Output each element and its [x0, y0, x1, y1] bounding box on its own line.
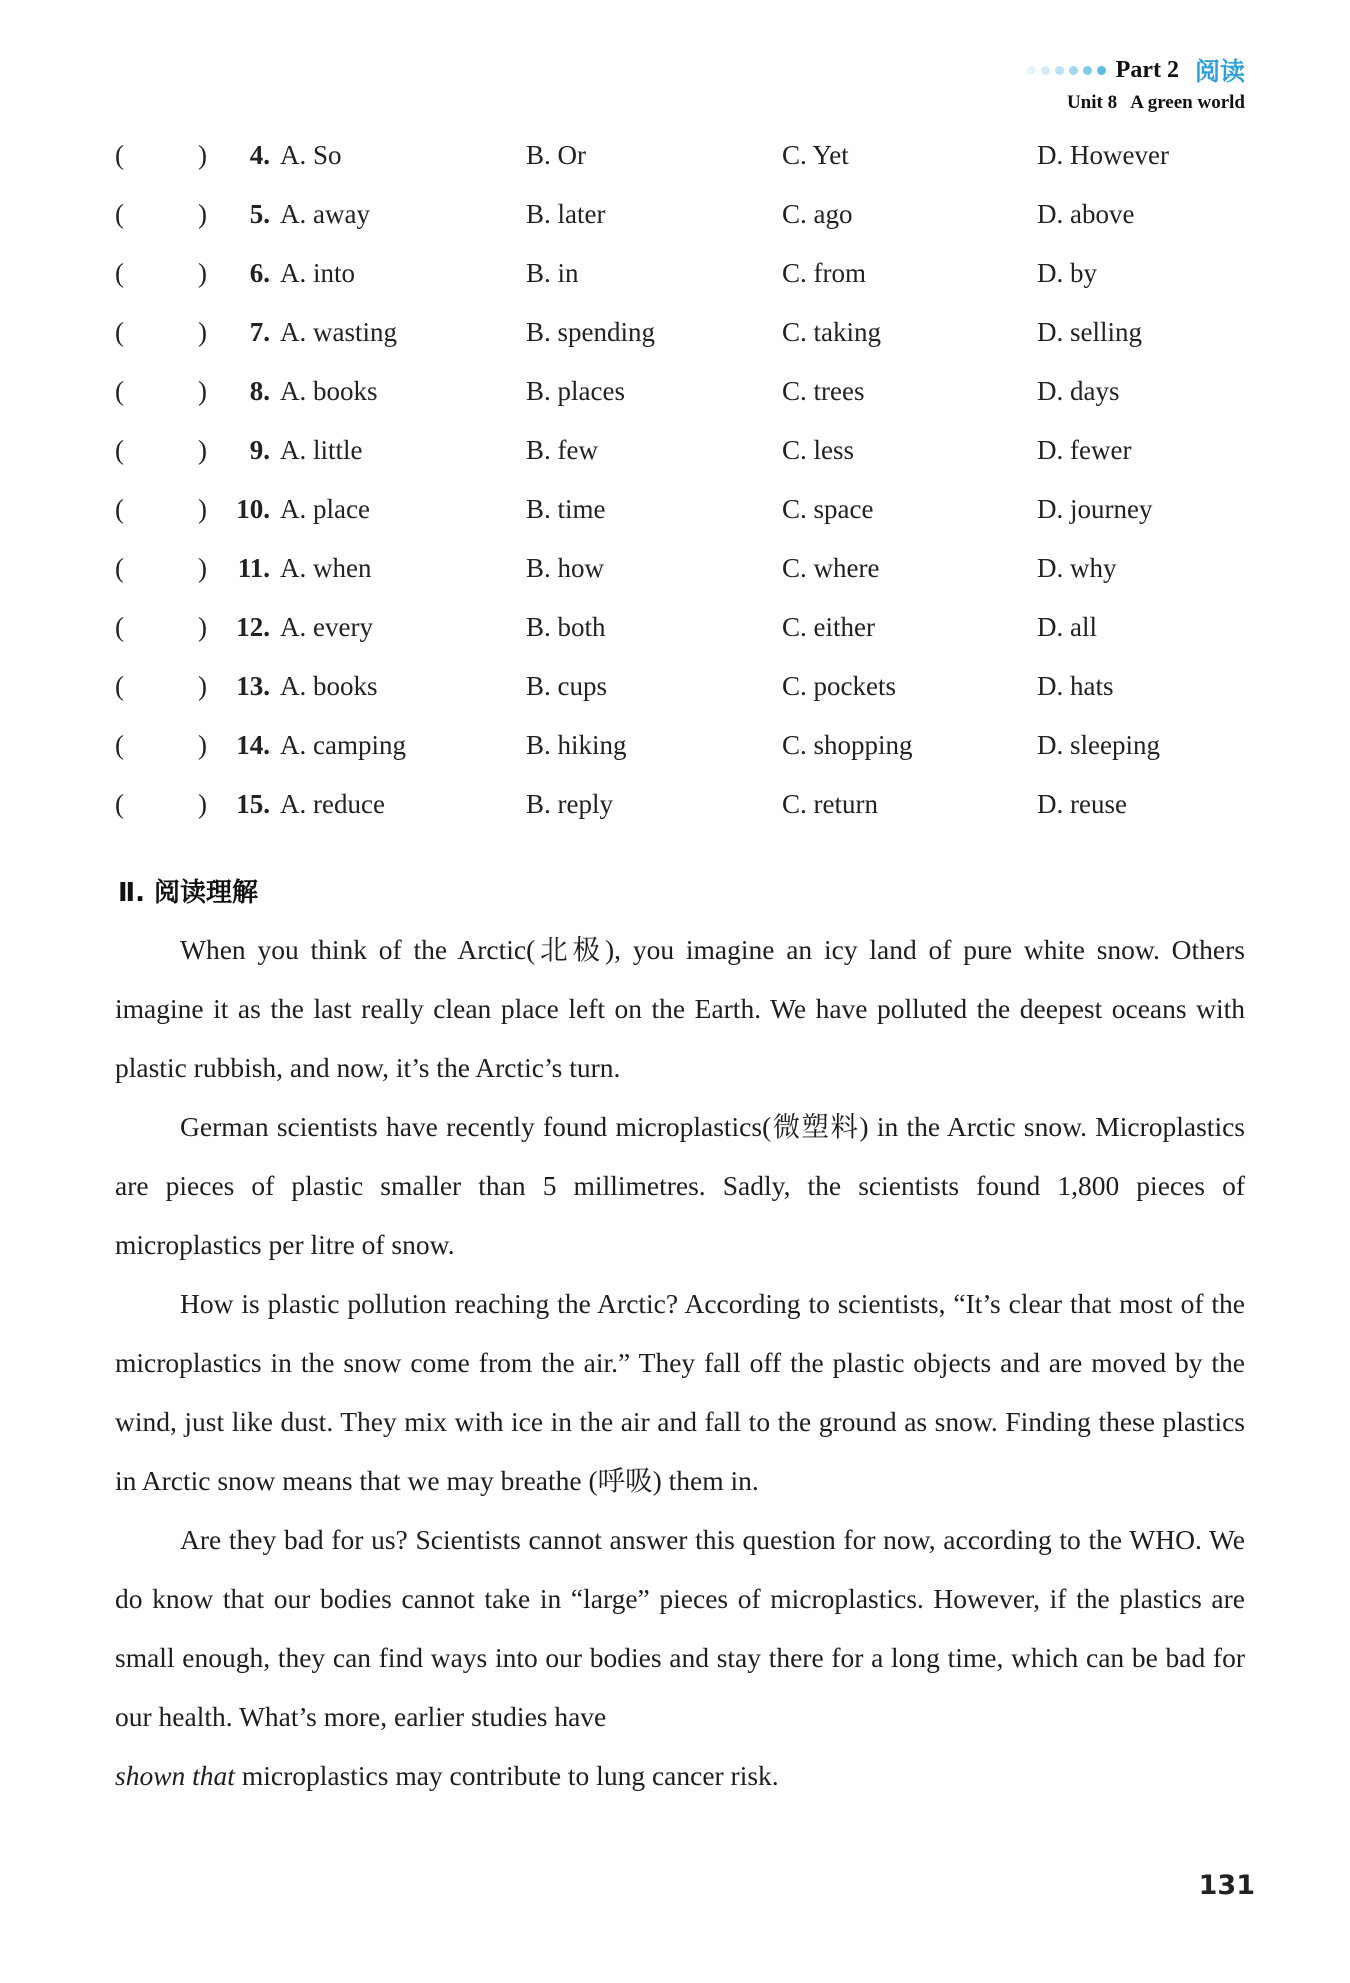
answer-blank-close: ) — [198, 199, 207, 229]
answer-blank-open: ( — [115, 435, 124, 465]
answer-blank-close: ) — [198, 140, 207, 170]
answer-blank-open: ( — [115, 317, 124, 347]
answer-blank-close: ) — [198, 730, 207, 760]
option-c: C. space — [782, 494, 874, 524]
option-c: C. where — [782, 553, 880, 583]
answer-blank-close: ) — [198, 435, 207, 465]
option-b: B. in — [526, 258, 579, 288]
option-c: C. return — [782, 789, 878, 819]
answer-blank-close: ) — [198, 258, 207, 288]
answer-blank-close: ) — [198, 612, 207, 642]
passage-paragraph-2: German scientists have recently found microplastics(微塑料) in the Arctic snow. Microplastics are pieces of plastic smaller than 5 millimetres. Sadly, the scientists found 1,800 pieces of microplastics per litre of snow. — [115, 1111, 1245, 1260]
option-b: B. how — [526, 553, 605, 583]
passage-paragraph-3: How is plastic pollution reaching the Arctic? According to scientists, “It’s clear that most of the microplastics in the snow come from the air.” They fall off the plastic objects and are moved by the wind, just like dust. They mix with ice in the air and fall to the ground as snow. Finding these plastics in Arctic snow means that we may breathe (呼吸) them in. — [115, 1288, 1245, 1496]
option-a: A. place — [280, 494, 370, 524]
passage-paragraph-4-text: Are they bad for us? Scientists cannot answer this question for now, according to the WHO. We do know that our bodies cannot take in “large” pieces of microplastics. However, if the plastics are small enough, they can find ways into our bodies and stay there for a long time, which can be bad for our health. What’s more, earlier studies have — [115, 1524, 1245, 1732]
answer-blank-open: ( — [115, 730, 124, 760]
option-b: B. later — [526, 199, 606, 229]
option-d: D. sleeping — [1037, 730, 1160, 760]
passage-last-line — [115, 1746, 1245, 1805]
question-number: 7. — [249, 317, 270, 347]
option-b: B. reply — [526, 789, 613, 819]
answer-blank-close: ) — [198, 376, 207, 406]
answer-blank-close: ) — [198, 494, 207, 524]
question-number: 14. — [236, 730, 270, 760]
option-d: D. days — [1037, 376, 1120, 406]
option-c: C. less — [782, 435, 855, 465]
option-d: D. by — [1037, 258, 1097, 288]
option-a: A. into — [280, 258, 356, 288]
passage-paragraph-4 — [115, 1510, 1245, 1746]
reading-passage — [115, 920, 1245, 1805]
option-b: B. Or — [526, 140, 586, 170]
answer-blank-open: ( — [115, 671, 124, 701]
page-number: 131 — [1198, 1870, 1255, 1901]
option-b: B. spending — [526, 317, 656, 347]
question-row — [112, 435, 1252, 494]
option-a: A. little — [280, 435, 363, 465]
question-row — [112, 730, 1252, 789]
question-number: 8. — [249, 376, 270, 406]
option-b: B. places — [526, 376, 625, 406]
option-d: D. reuse — [1037, 789, 1127, 819]
last-line-rest: microplastics may contribute to lung cancer risk. — [234, 1760, 779, 1791]
option-b: B. few — [526, 435, 598, 465]
part-chinese-label: 阅读 — [1194, 57, 1245, 86]
dot-6 — [1097, 66, 1106, 75]
question-row — [112, 140, 1252, 199]
question-row — [112, 789, 1252, 848]
unit-label: Unit 8 — [1066, 92, 1118, 113]
part-label: Part 2 — [1115, 56, 1179, 83]
option-a: A. books — [280, 376, 378, 406]
question-row — [112, 612, 1252, 671]
option-a: A. every — [280, 612, 373, 642]
dot-5 — [1083, 66, 1092, 75]
dot-4 — [1069, 66, 1078, 75]
question-row — [112, 258, 1252, 317]
question-row — [112, 494, 1252, 553]
option-a: A. camping — [280, 730, 406, 760]
question-number: 9. — [249, 435, 270, 465]
answer-blank-open: ( — [115, 258, 124, 288]
answer-blank-close: ) — [198, 671, 207, 701]
option-c: C. ago — [782, 199, 853, 229]
answer-blank-open: ( — [115, 199, 124, 229]
option-d: D. selling — [1037, 317, 1142, 347]
option-c: C. Yet — [782, 140, 849, 170]
answer-blank-open: ( — [115, 494, 124, 524]
italic-fragment: shown that — [115, 1760, 235, 1791]
section-title: Ⅱ. 阅读理解 — [118, 878, 259, 908]
option-c: C. pockets — [782, 671, 896, 701]
answer-blank-open: ( — [115, 553, 124, 583]
answer-blank-open: ( — [115, 789, 124, 819]
option-a: A. away — [280, 199, 370, 229]
dot-3 — [1055, 66, 1064, 75]
question-list — [112, 140, 1252, 848]
option-c: C. taking — [782, 317, 881, 347]
option-d: D. journey — [1037, 494, 1153, 524]
answer-blank-close: ) — [198, 317, 207, 347]
running-header — [1027, 52, 1245, 88]
question-row — [112, 199, 1252, 258]
question-number: 5. — [249, 199, 270, 229]
option-b: B. both — [526, 612, 606, 642]
question-number: 10. — [236, 494, 270, 524]
answer-blank-close: ) — [198, 553, 207, 583]
option-c: C. from — [782, 258, 866, 288]
option-d: D. However — [1037, 140, 1169, 170]
question-number: 12. — [236, 612, 270, 642]
option-d: D. hats — [1037, 671, 1114, 701]
option-c: C. either — [782, 612, 875, 642]
decorative-dots — [1027, 66, 1106, 75]
option-d: D. fewer — [1037, 435, 1132, 465]
option-c: C. shopping — [782, 730, 913, 760]
question-row — [112, 317, 1252, 376]
question-row — [112, 553, 1252, 612]
option-a: A. reduce — [280, 789, 385, 819]
option-b: B. hiking — [526, 730, 627, 760]
option-a: A. wasting — [280, 317, 397, 347]
answer-blank-close: ) — [198, 789, 207, 819]
question-number: 4. — [249, 140, 270, 170]
unit-title: A green world — [1130, 92, 1245, 113]
option-b: B. time — [526, 494, 606, 524]
option-a: A. So — [280, 140, 342, 170]
option-a: A. when — [280, 553, 372, 583]
question-number: 6. — [249, 258, 270, 288]
question-number: 15. — [236, 789, 270, 819]
question-number: 11. — [237, 553, 270, 583]
answer-blank-open: ( — [115, 376, 124, 406]
option-b: B. cups — [526, 671, 607, 701]
option-c: C. trees — [782, 376, 865, 406]
dot-1 — [1027, 66, 1036, 75]
option-a: A. books — [280, 671, 378, 701]
unit-header — [1067, 92, 1245, 114]
option-d: D. all — [1037, 612, 1097, 642]
dot-2 — [1041, 66, 1050, 75]
passage-paragraph-1: When you think of the Arctic(北极), you imagine an icy land of pure white snow. Others imagine it as the last really clean place left on the Earth. We have polluted the deepest oceans with plastic rubbish, and now, it’s the Arctic’s turn. — [115, 934, 1245, 1083]
answer-blank-open: ( — [115, 612, 124, 642]
question-number: 13. — [236, 671, 270, 701]
option-d: D. why — [1037, 553, 1117, 583]
answer-blank-open: ( — [115, 140, 124, 170]
question-row — [112, 671, 1252, 730]
question-row — [112, 376, 1252, 435]
option-d: D. above — [1037, 199, 1135, 229]
